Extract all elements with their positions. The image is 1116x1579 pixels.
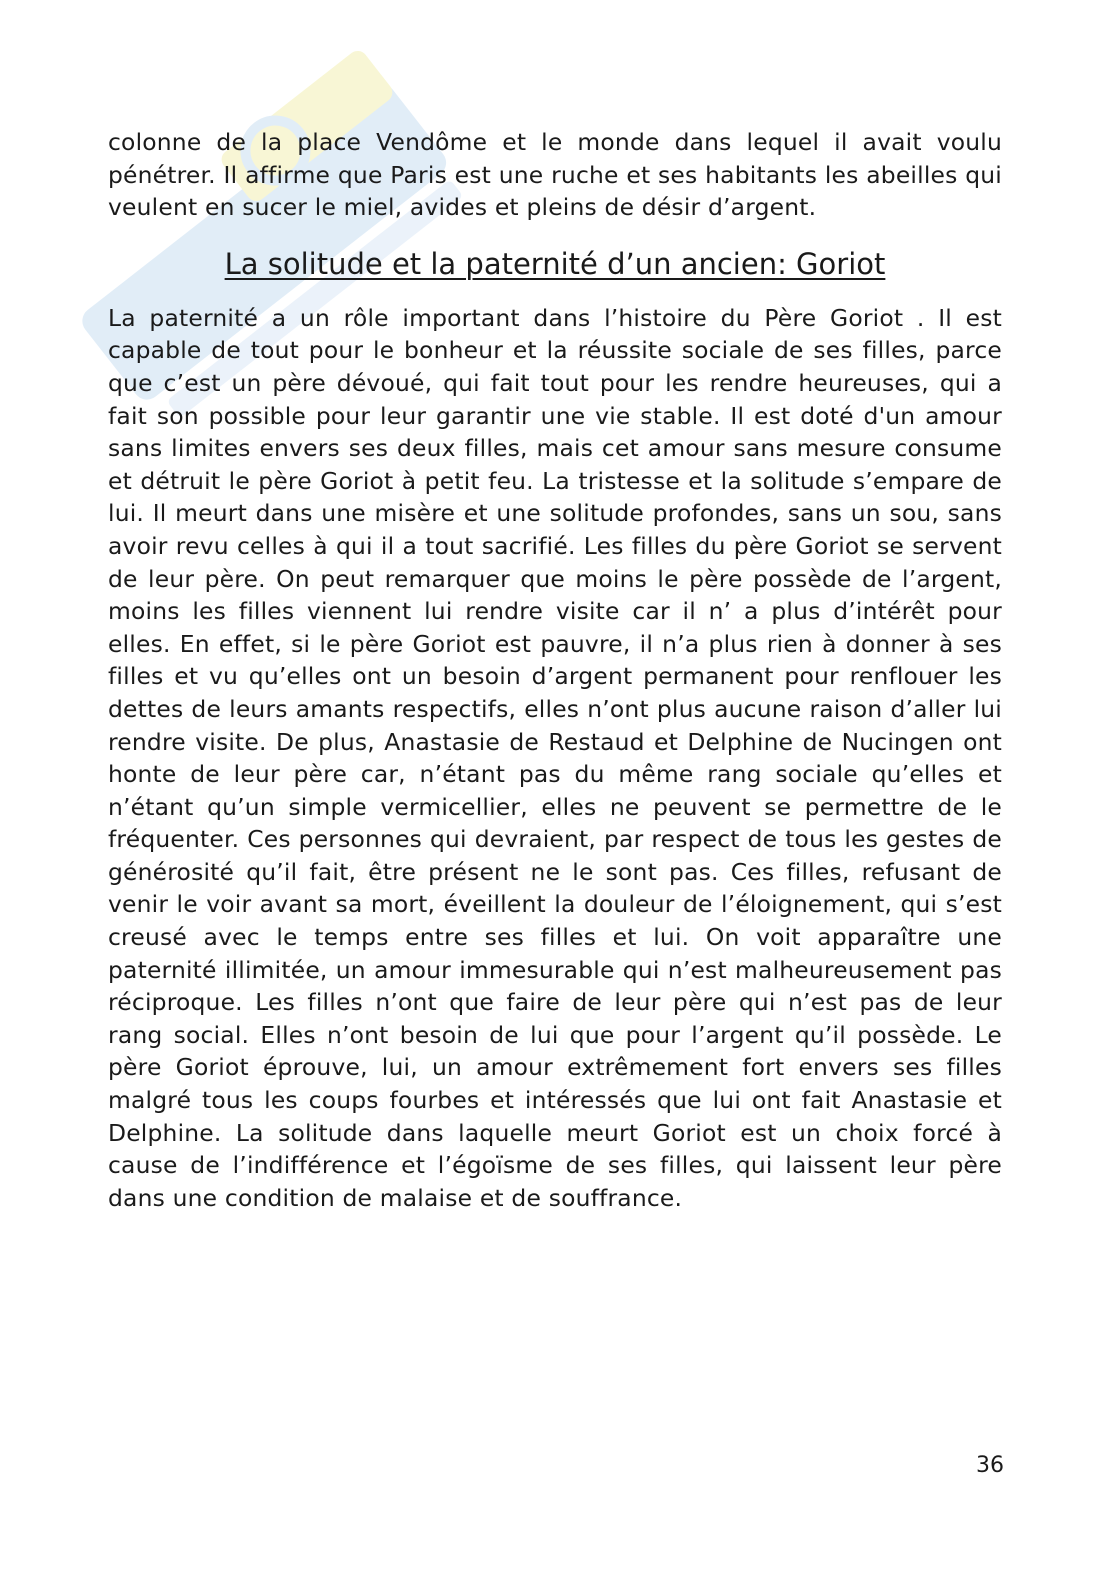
document-page [108, 126, 1002, 1214]
main-paragraph: La paternité a un rôle important dans l’histoire du Père Goriot . Il est capable de tout pour le bonheur et la réussite sociale de ses filles, parce que c’est un père dévoué, qui fait tout pour les rendre heureuses, qui a fait son possible pour leur garantir une vie stable. Il est doté d'un amour sans limites envers ses deux filles, mais cet amour sans mesure consume et détruit le père Goriot à petit feu. La tristesse et la solitude s’empare de lui. Il meurt dans une misère et une solitude profondes, sans un sou, sans avoir revu celles à qui il a tout sacrifié. Les filles du père Goriot se servent de leur père. On peut remarquer que moins le père possède de l’argent, moins les filles viennent lui rendre visite car il n’ a plus d’intérêt pour elles. En effet, si le père Goriot est pauvre, il n’a plus rien à donner à ses filles et vu qu’elles ont un besoin d’argent permanent pour renflouer les dettes de leurs amants respectifs, elles n’ont plus aucune raison d’aller lui rendre visite. De plus, Anastasie de Restaud et Delphine de Nucingen ont honte de leur père car, n’étant pas du même rang sociale qu’elles et n’étant qu’un simple vermicellier, elles ne peuvent se permettre de le fréquenter. Ces personnes qui devraient, par respect de tous les gestes de générosité qu’il fait, être présent ne le sont pas. Ces filles, refusant de venir le voir avant sa mort, éveillent la douleur de l’éloignement, qui s’est creusé avec le temps entre ses filles et lui. On voit apparaître une paternité illimitée, un amour immesurable qui n’est malheureusement pas réciproque. Les filles n’ont que faire de leur père qui n’est pas de leur rang social. Elles n’ont besoin de lui que pour l’argent qu’il possède. Le père Goriot éprouve, lui, un amour extrêmement fort envers ses filles malgré tous les coups fourbes et intéressés que lui ont fait Anastasie et Delphine. La solitude dans laquelle meurt Goriot est un choix forcé à cause de l’indifférence et l’égoïsme de ses filles, qui laissent leur père dans une condition de malaise et de souffrance. [108, 303, 1002, 1212]
section-heading: La solitude et la paternité d’un ancien: Goriot [224, 246, 886, 281]
page-number: 36 [976, 1453, 1004, 1478]
intro-paragraph: colonne de la place Vendôme et le monde dans lequel il avait voulu pénétrer. Il affirme que Paris est une ruche et ses habitants les abeilles qui veulent en sucer le miel, avides et pleins de désir d’argent. [108, 128, 1002, 222]
